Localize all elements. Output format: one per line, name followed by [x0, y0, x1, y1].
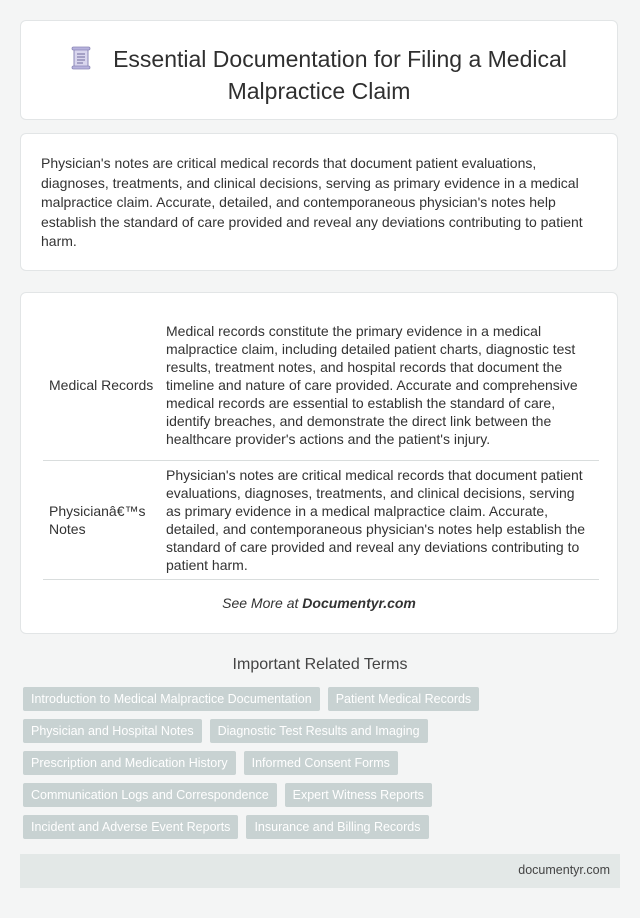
table-description: Physician's notes are critical medical records that document patient evaluations, diagnoses, treatments, and clinical decisions, serving as primary evidence in a medical malpractice claim. Accurate, detailed, and contemporaneous physician's notes help establish the standard of care provided and reveal any deviations contributing to patient harm.: [162, 461, 599, 580]
table-description: Medical records constitute the primary evidence in a medical malpractice claim, including detailed patient charts, diagnostic test results, treatment notes, and hospital records that document the timeline and nature of care provided. Accurate and comprehensive medical records are essential to establish the standard of care, identify breaches, and demonstrate the direct link between the healthcare provider's actions and the patient's injury.: [162, 310, 599, 461]
related-terms-tags: [23, 687, 603, 847]
related-tag[interactable]: Patient Medical Records: [328, 687, 479, 711]
scroll-document-icon: [71, 46, 91, 77]
table-row: [43, 310, 599, 461]
related-tag[interactable]: Physician and Hospital Notes: [23, 719, 202, 743]
related-tag[interactable]: Expert Witness Reports: [285, 783, 432, 807]
see-more-link[interactable]: [21, 595, 617, 611]
related-terms-heading: Important Related Terms: [232, 656, 408, 673]
related-tag[interactable]: Insurance and Billing Records: [246, 815, 428, 839]
related-tag[interactable]: Introduction to Medical Malpractice Documentation: [23, 687, 320, 711]
definition-table-card: [20, 292, 618, 634]
see-more-site: Documentyr.com: [302, 595, 416, 611]
intro-paragraph: Physician's notes are critical medical records that document patient evaluations, diagnoses, treatments, and clinical decisions, serving as primary evidence in a medical malpractice claim. Accurate, detailed, and contemporaneous physician's notes help establish the standard of care provided and reveal any deviations contributing to patient harm.: [41, 155, 583, 249]
related-tag[interactable]: Communication Logs and Correspondence: [23, 783, 277, 807]
title-line-1: Essential Documentation for Filing a Medical: [113, 46, 567, 72]
title-card: [20, 20, 618, 120]
page-title: [21, 45, 617, 106]
related-tag[interactable]: Prescription and Medication History: [23, 751, 236, 775]
table-term: Medical Records: [43, 310, 162, 461]
footer: [20, 854, 620, 888]
related-tag[interactable]: Informed Consent Forms: [244, 751, 398, 775]
related-tag[interactable]: Diagnostic Test Results and Imaging: [210, 719, 428, 743]
related-tag[interactable]: Incident and Adverse Event Reports: [23, 815, 238, 839]
table-term: Physicianâ€™s Notes: [43, 461, 162, 580]
definition-table: [43, 310, 599, 580]
see-more-prefix: See More at: [222, 595, 303, 611]
table-row: [43, 461, 599, 580]
intro-card: [20, 133, 618, 271]
footer-site-link[interactable]: documentyr.com: [518, 863, 610, 877]
title-line-2: Malpractice Claim: [227, 78, 411, 104]
